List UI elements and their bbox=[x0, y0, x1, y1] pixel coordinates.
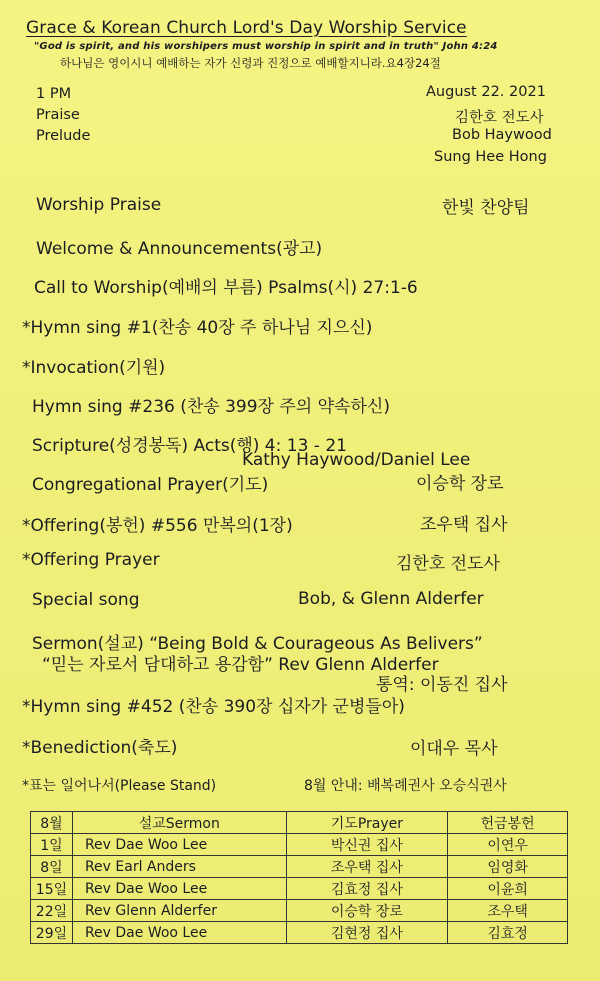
order-item-label: Congregational Prayer(기도) bbox=[32, 475, 269, 495]
order-item-label: Special song bbox=[32, 590, 140, 610]
table-row bbox=[31, 856, 568, 878]
stand-note: *표는 일어나서(Please Stand) bbox=[22, 778, 217, 794]
table-cell: 이윤희 bbox=[448, 878, 568, 900]
table-cell: Rev Earl Anders bbox=[72, 856, 286, 878]
prelude-person: Sung Hee Hong bbox=[434, 149, 547, 165]
order-item-label: *Benediction(축도) bbox=[22, 738, 178, 758]
table-row bbox=[31, 878, 568, 900]
table-cell: Rev Glenn Alderfer bbox=[72, 900, 286, 922]
order-item-label: *Hymn sing #1(찬송 40장 주 하나님 지으신) bbox=[22, 318, 373, 338]
verse-korean: 하나님은 영이시니 예배하는 자가 신령과 진정으로 예배할지니라.요4장24절 bbox=[60, 56, 441, 70]
table-cell: 김효정 집사 bbox=[286, 878, 448, 900]
table-cell: 김현정 집사 bbox=[286, 922, 448, 944]
order-item-label: Scripture(성경봉독) Acts(행) 4: 13 - 21 bbox=[32, 436, 347, 456]
table-cell: Rev Dae Woo Lee bbox=[72, 922, 286, 944]
table-cell: 8일 bbox=[31, 856, 73, 878]
order-item-label: *Offering Prayer bbox=[22, 550, 160, 570]
order-item-person: Bob, & Glenn Alderfer bbox=[298, 589, 484, 609]
interpreter: 통역: 이동진 집사 bbox=[376, 675, 508, 695]
table-header: 8월 bbox=[31, 812, 73, 834]
verse-english: "God is spirit, and his worshipers must worship in spirit and in truth" John 4:24 bbox=[34, 41, 498, 52]
table-cell: 22일 bbox=[31, 900, 73, 922]
table-row bbox=[31, 900, 568, 922]
table-cell: 1일 bbox=[31, 834, 73, 856]
service-time: 1 PM bbox=[36, 86, 72, 102]
table-cell: 조우택 bbox=[448, 900, 568, 922]
order-item-label: *Hymn sing #452 (찬송 390장 십자가 군병들아) bbox=[22, 697, 405, 717]
order-item-label: Worship Praise bbox=[36, 195, 162, 215]
table-header: 기도Prayer bbox=[286, 812, 448, 834]
order-item-person: Kathy Haywood/Daniel Lee bbox=[242, 450, 471, 470]
order-item-person: 이대우 목사 bbox=[410, 739, 498, 759]
service-date: August 22. 2021 bbox=[426, 84, 546, 100]
table-row bbox=[31, 834, 568, 856]
august-schedule-table bbox=[30, 811, 568, 944]
order-item-person: 이승학 장로 bbox=[416, 474, 504, 494]
order-item-person: 한빛 찬양팀 bbox=[442, 198, 530, 218]
order-item-label: *Invocation(기원) bbox=[22, 358, 166, 378]
table-cell: Rev Dae Woo Lee bbox=[72, 878, 286, 900]
table-cell: 임영화 bbox=[448, 856, 568, 878]
sermon-title-ko: “믿는 자로서 담대하고 용감함” Rev Glenn Alderfer bbox=[42, 655, 439, 675]
bulletin-title: Grace & Korean Church Lord's Day Worship Service bbox=[26, 18, 467, 38]
table-cell: 조우택 집사 bbox=[286, 856, 448, 878]
table-cell: 29일 bbox=[31, 922, 73, 944]
table-cell: Rev Dae Woo Lee bbox=[72, 834, 286, 856]
table-cell: 박신권 집사 bbox=[286, 834, 448, 856]
table-header-row bbox=[31, 812, 568, 834]
order-item-person: 조우택 집사 bbox=[420, 515, 508, 535]
order-item-label: Call to Worship(예배의 부름) Psalms(시) 27:1-6 bbox=[34, 278, 418, 298]
table-cell: 이승학 장로 bbox=[286, 900, 448, 922]
prelude-label: Prelude bbox=[36, 128, 91, 144]
order-item-label: Hymn sing #236 (찬송 399장 주의 약속하신) bbox=[32, 397, 390, 417]
leader-name: 김한호 전도사 bbox=[455, 110, 544, 126]
praise-person: Bob Haywood bbox=[452, 127, 552, 143]
sermon-title-en: Sermon(설교) “Being Bold & Courageous As Belivers” bbox=[32, 634, 483, 654]
august-note: 8월 안내: 배복례권사 오승식권사 bbox=[304, 778, 507, 794]
table-cell: 김효정 bbox=[448, 922, 568, 944]
order-item-person: 김한호 전도사 bbox=[396, 554, 500, 574]
table-row bbox=[31, 922, 568, 944]
table-header: 설교Sermon bbox=[72, 812, 286, 834]
table-cell: 15일 bbox=[31, 878, 73, 900]
praise-label: Praise bbox=[36, 107, 80, 123]
order-item-label: Welcome & Announcements(광고) bbox=[36, 239, 323, 259]
table-cell: 이연우 bbox=[448, 834, 568, 856]
order-item-label: *Offering(봉헌) #556 만복의(1장) bbox=[22, 516, 293, 536]
table-header: 헌금봉헌 bbox=[448, 812, 568, 834]
